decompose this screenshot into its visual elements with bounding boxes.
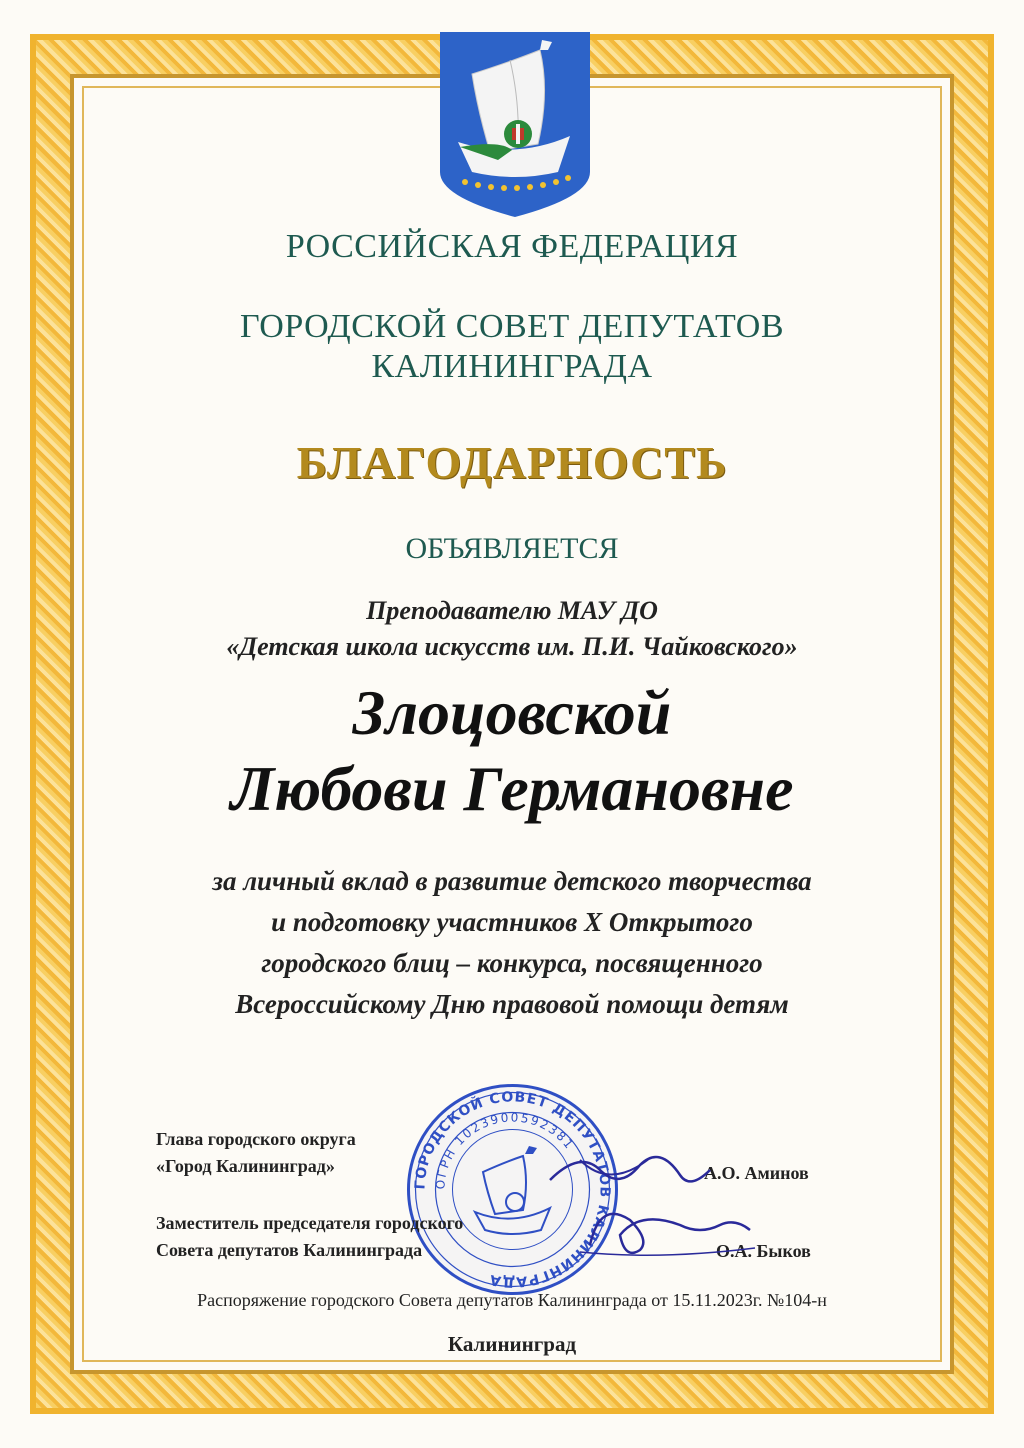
stamp-ogrn-text: ОГРН 1023900592381 [433,1110,578,1190]
recipient-position-line1: Преподавателю МАУ ДО [366,596,658,625]
reason-line3: городского блиц – конкурса, посвященного [261,948,763,978]
order-reference: Распоряжение городского Совета депутатов Калининграда от 15.11.2023г. №104-н [197,1290,827,1310]
city-name: Калининград [447,1332,577,1356]
document-title: БЛАГОДАРНОСТЬ [296,437,728,488]
signature-1-title-line2: «Город Калининград» [156,1156,335,1176]
header-council-line2: КАЛИНИНГРАДА [371,348,653,385]
signature-block-1-title [156,1126,356,1180]
reason-line1: за личный вклад в развитие детского творчества [212,866,812,896]
reason-line4: Всероссийскому Дню правовой помощи детям [235,989,789,1019]
header-council-line1: ГОРОДСКОЙ СОВЕТ ДЕПУТАТОВ [239,308,785,345]
signature-1-title-line1: Глава городского округа [156,1129,356,1149]
announce-text: ОБЪЯВЛЯЕТСЯ [405,532,619,565]
recipient-given-names: Любови Германовне [230,753,794,824]
recipient-surname: Злоцовской [352,677,672,748]
header-country: РОССИЙСКАЯ ФЕДЕРАЦИЯ [285,228,739,265]
signature-block-2-title [156,1210,463,1264]
reason-line2: и подготовку участников Х Открытого [271,907,753,937]
signature-2-title-line1: Заместитель председателя городского [156,1213,464,1233]
signature-1-name: А.О. Аминов [704,1163,809,1183]
handwritten-signature-2 [570,1190,760,1265]
signature-2-name: О.А. Быков [716,1241,811,1261]
stamp-ring-text: ГОРОДСКОЙ СОВЕТ ДЕПУТАТОВ КАЛИНИНГРАДА [412,1089,613,1290]
recipient-position-line2: «Детская школа искусств им. П.И. Чайковского» [226,632,798,661]
signature-2-title-line2: Совета депутатов Калининграда [156,1240,423,1260]
coat-of-arms-emblem [440,32,590,217]
